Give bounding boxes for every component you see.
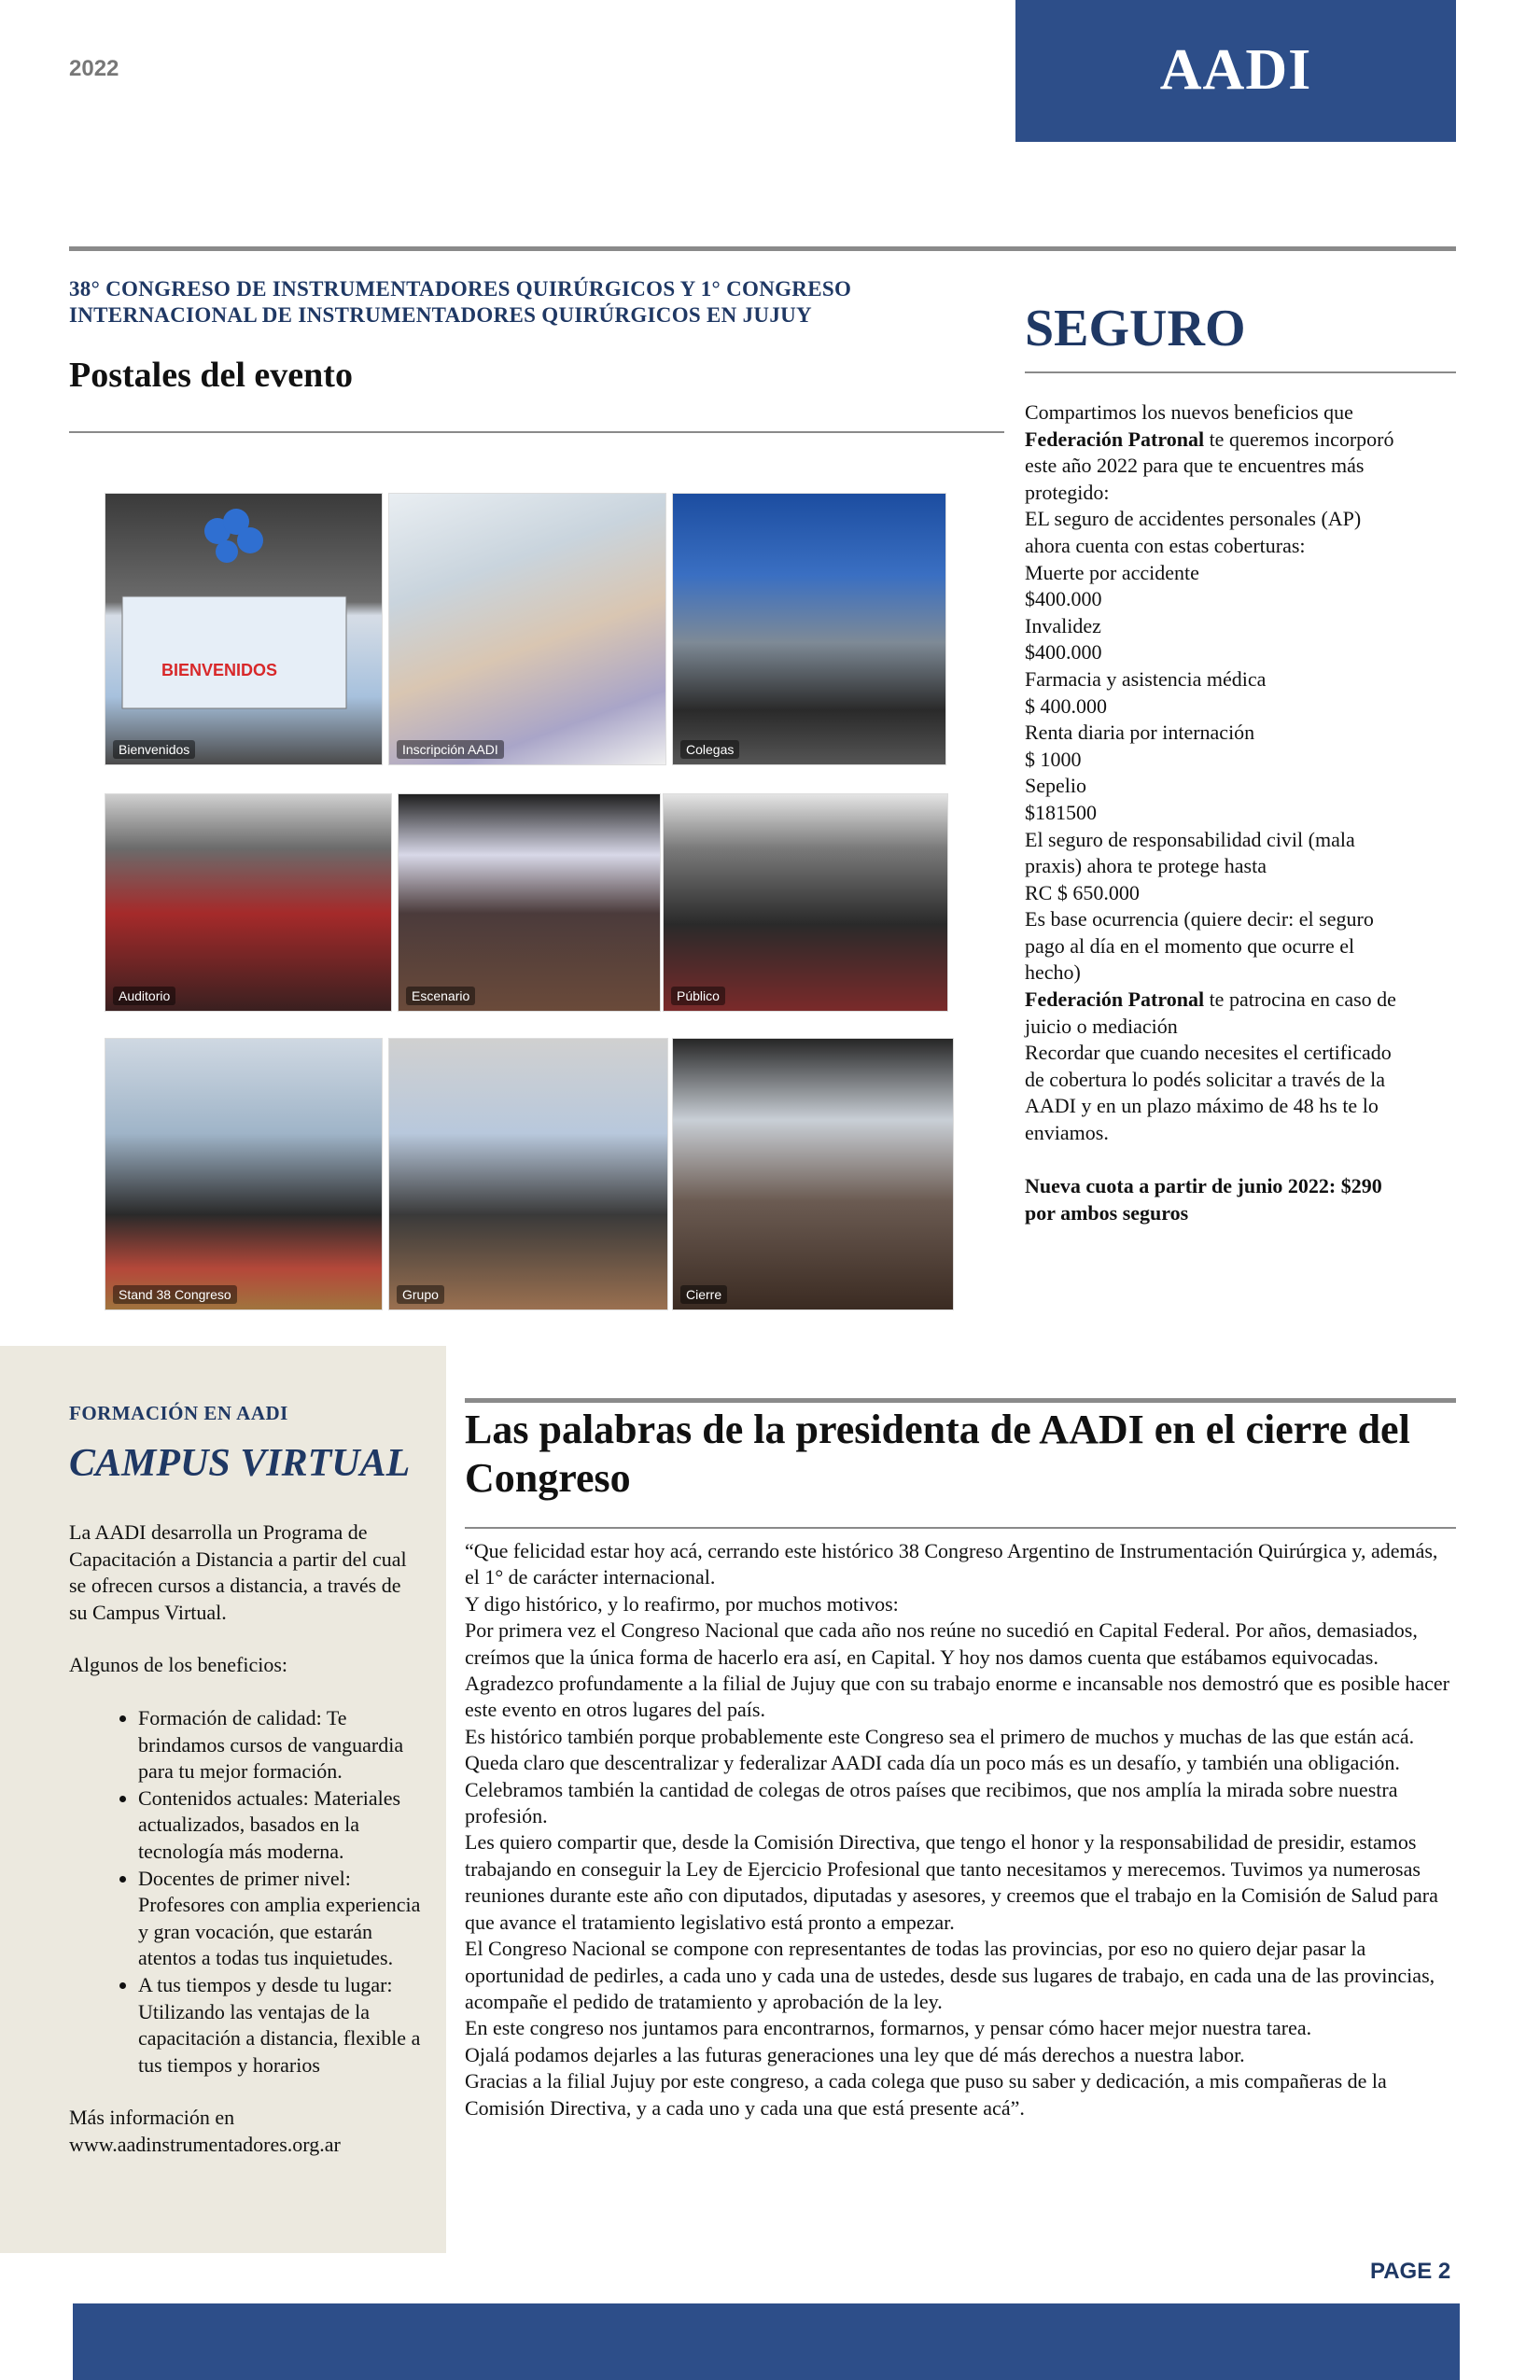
seguro-line-text: $400.000 xyxy=(1025,640,1102,665)
benefits-list xyxy=(69,1705,424,2079)
campus-body xyxy=(69,1519,424,2158)
benefit-item: • A tus tiempos y desde tu lugar: Utilizando las ventajas de la capacitación a distancia, flexible a tus tiempos y horarios xyxy=(138,1972,424,2079)
speech-paragraph: El Congreso Nacional se compone con representantes de todas las provincias, por eso no quiero dejar pasar la oportunidad de pedirles, a cada uno y cada una de ustedes, desde sus lugares de trabajo, en cada una de las provincias, acompañe el pedido de tratamiento y aprobación de la ley. xyxy=(465,1937,1435,2013)
speech-body xyxy=(465,1538,1456,2121)
speech-paragraph: Les quiero compartir que, desde la Comisión Directiva, que tengo el honor y la responsabilidad de presidir, estamos trabajando en conseguir la Ley de Ejercicio Profesional que tanto necesitamos y merecemos. Tuvimos ya numerosas reuniones durante este año con diputados, diputadas y asesores, y creemos que el trabajo en la Comisión de Salud para que avance el tratamiento legislativo está pronto a empezar. xyxy=(465,1830,1438,1934)
seguro-line-text: Invalidez xyxy=(1025,613,1101,637)
speech-paragraph: Es histórico también porque probablemente este Congreso sea el primero de muchos y muchas de las que están acá. Queda claro que descentralizar y federalizar AADI cada día un poco más es un desafío, y también una obligación. xyxy=(465,1724,1415,1775)
year-label: 2022 xyxy=(69,56,119,81)
seguro-line-text: protegido: xyxy=(1025,480,1110,504)
seguro-line xyxy=(1025,773,1456,800)
seguro-line-text: de cobertura lo podés solicitar a través de la xyxy=(1025,1067,1386,1091)
seguro-divider xyxy=(1025,371,1456,373)
seguro-line-text: AADI y en un plazo máximo de 48 hs te lo xyxy=(1025,1094,1379,1118)
seguro-line-bold: Federación Patronal xyxy=(1025,987,1205,1012)
seguro-line-text: Compartimos los nuevos beneficios que xyxy=(1025,400,1353,424)
congress-heading: 38° CONGRESO DE INSTRUMENTADORES QUIRÚRGICOS Y 1° CONGRESO INTERNACIONAL DE INSTRUMENTADORES QUIRÚRGICOS EN JUJUY xyxy=(69,277,852,327)
benefits-label: Algunos de los beneficios: xyxy=(69,1653,288,1677)
seguro-line xyxy=(1025,1014,1456,1041)
seguro-line xyxy=(1025,427,1456,454)
seguro-line-text: $400.000 xyxy=(1025,587,1102,611)
brand-header-box xyxy=(1015,0,1456,142)
photo-auditorio xyxy=(105,793,392,1012)
seguro-line xyxy=(1025,666,1456,693)
seguro-line-text: Farmacia y asistencia médica xyxy=(1025,666,1267,691)
seguro-line xyxy=(1025,880,1456,907)
seguro-line xyxy=(1025,586,1456,613)
photo-bienvenidos xyxy=(105,493,383,765)
photo-caption: Público xyxy=(671,987,725,1005)
seguro-line xyxy=(1025,560,1456,587)
photo-caption: Auditorio xyxy=(113,987,175,1005)
seguro-line-text: El seguro de responsabilidad civil (mala xyxy=(1025,827,1355,851)
seguro-line-bold: Nueva cuota a partir de junio 2022: $290 xyxy=(1025,1174,1382,1198)
seguro-line xyxy=(1025,933,1456,960)
campus-intro: La AADI desarrolla un Programa de Capacitación a Distancia a partir del cual se ofrecen cursos a distancia, a través de su Campus Virtual. xyxy=(69,1520,407,1624)
photo-caption: Cierre xyxy=(680,1285,727,1304)
seguro-line-text: Renta diaria por internación xyxy=(1025,721,1255,745)
seguro-line xyxy=(1025,987,1456,1014)
photo-stand xyxy=(105,1038,383,1310)
speech-divider xyxy=(465,1527,1456,1529)
seguro-line-bold: Federación Patronal xyxy=(1025,427,1205,451)
seguro-line xyxy=(1025,800,1456,827)
seguro-line xyxy=(1025,747,1456,774)
footer-bar xyxy=(73,2303,1460,2380)
seguro-line xyxy=(1025,853,1456,880)
seguro-line xyxy=(1025,506,1456,533)
photo-caption: Grupo xyxy=(397,1285,444,1304)
brand-logo-text: AADI xyxy=(1159,38,1312,102)
speech-title: Las palabras de la presidenta de AADI en el cierre del Congreso xyxy=(465,1407,1410,1501)
benefit-item: • Contenidos actuales: Materiales actualizados, basados en la tecnología más moderna. xyxy=(138,1785,424,1866)
speech-paragraph: Y digo histórico, y lo reafirmo, por muchos motivos: xyxy=(465,1591,899,1616)
seguro-line xyxy=(1025,533,1456,560)
seguro-line xyxy=(1025,613,1456,640)
seguro-line-text: ahora cuenta con estas coberturas: xyxy=(1025,533,1306,557)
seguro-line-text: praxis) ahora te protege hasta xyxy=(1025,854,1267,878)
more-info-label: Más información en xyxy=(69,2106,235,2130)
speech-paragraph: Por primera vez el Congreso Nacional que cada año nos reúne no sucedió en Capital Federal. Por años, demasiados, creímos que la única forma de hacerlo era así, en Capital. Y hoy nos damos cuenta que estábamos equivocadas. Agradezco profundamente a la filial de Jujuy que con su trabajo enorme e incansable nos demostró que es posible hacer este evento en otros lugares del país. xyxy=(465,1618,1450,1722)
seguro-line xyxy=(1025,693,1456,721)
seguro-line xyxy=(1025,959,1456,987)
photo-cierre xyxy=(672,1038,954,1310)
benefit-item: • Formación de calidad: Te brindamos cursos de vanguardia para tu mejor formación. xyxy=(138,1705,424,1785)
speech-paragraph: En este congreso nos juntamos para encontrarnos, formarnos, y pensar cómo hacer mejor nuestra tarea. xyxy=(465,2016,1312,2040)
campus-kicker: FORMACIÓN EN AADI xyxy=(69,1402,288,1424)
speech-paragraph: Gracias a la filial Jujuy por este congreso, a cada colega que puso su saber y dedicación, a mis compañeras de la Comisión Directiva, y a cada uno y cada una que está presente acá”. xyxy=(465,2069,1387,2120)
seguro-line xyxy=(1025,906,1456,933)
speech-paragraph: “Que felicidad estar hoy acá, cerrando este histórico 38 Congreso Argentino de Instrumentación Quirúrgica y, además, el 1° de carácter internacional. xyxy=(465,1539,1438,1589)
photo-caption: Colegas xyxy=(680,740,739,759)
photo-inscripcion xyxy=(388,493,666,765)
seguro-line-text: $ 1000 xyxy=(1025,747,1082,771)
seguro-line xyxy=(1025,720,1456,747)
postales-title: Postales del evento xyxy=(69,356,353,395)
seguro-line-text: Muerte por accidente xyxy=(1025,560,1199,584)
seguro-line xyxy=(1025,480,1456,507)
photo-publico xyxy=(663,793,948,1012)
photo-grupo xyxy=(388,1038,668,1310)
photo-caption: Stand 38 Congreso xyxy=(113,1285,237,1304)
seguro-line-text: enviamos. xyxy=(1025,1121,1109,1145)
speech-paragraph: Celebramos también la cantidad de colegas de otros países que recibimos, que nos amplía la mirada sobre nuestra profesión. xyxy=(465,1777,1398,1828)
balloons-graphic xyxy=(105,494,382,764)
seguro-line-text: te patrocina en caso de xyxy=(1204,987,1396,1012)
speech-paragraph: Ojalá podamos dejarles a las futuras generaciones una ley que dé más derechos a nuestra labor. xyxy=(465,2042,1245,2066)
seguro-line-text: juicio o mediación xyxy=(1025,1014,1178,1038)
seguro-line-text: Es base ocurrencia (quiere decir: el seguro xyxy=(1025,907,1374,931)
seguro-title: SEGURO xyxy=(1025,300,1246,357)
seguro-line-bold: por ambos seguros xyxy=(1025,1200,1189,1225)
seguro-line-text: RC $ 650.000 xyxy=(1025,880,1140,904)
postales-divider xyxy=(69,431,1004,433)
seguro-line-text: $ 400.000 xyxy=(1025,693,1107,718)
seguro-line-text: $181500 xyxy=(1025,800,1097,824)
seguro-line xyxy=(1025,639,1456,666)
seguro-line xyxy=(1025,399,1456,427)
seguro-line-text xyxy=(1025,1148,1030,1171)
photo-escenario xyxy=(398,793,661,1012)
photo-colegas xyxy=(672,493,946,765)
seguro-line-text: este año 2022 para que te encuentres más xyxy=(1025,454,1365,478)
seguro-body xyxy=(1025,399,1456,1226)
benefit-item: • Docentes de primer nivel: Profesores con amplia experiencia y gran vocación, que estarán atentos a todas tus inquietudes. xyxy=(138,1866,424,1972)
speech-top-divider xyxy=(465,1398,1456,1403)
seguro-line-text: hecho) xyxy=(1025,960,1081,985)
seguro-line-text: Recordar que cuando necesites el certificado xyxy=(1025,1041,1392,1065)
seguro-line xyxy=(1025,1093,1456,1120)
svg-text:BIENVENIDOS: BIENVENIDOS xyxy=(161,661,278,679)
seguro-line xyxy=(1025,1120,1456,1147)
campus-url-link[interactable]: www.aadinstrumentadores.org.ar xyxy=(69,2132,341,2156)
seguro-line xyxy=(1025,827,1456,854)
seguro-line xyxy=(1025,1173,1456,1200)
seguro-line-text: pago al día en el momento que ocurre el xyxy=(1025,933,1355,958)
campus-title: CAMPUS VIRTUAL xyxy=(69,1442,411,1485)
photo-caption: Bienvenidos xyxy=(113,740,195,759)
seguro-line xyxy=(1025,1067,1456,1094)
seguro-line xyxy=(1025,1040,1456,1067)
page-number: PAGE 2 xyxy=(1370,2259,1451,2284)
photo-caption: Escenario xyxy=(406,987,475,1005)
seguro-line xyxy=(1025,1200,1456,1227)
photo-caption: Inscripción AADI xyxy=(397,740,504,759)
seguro-line-text: Sepelio xyxy=(1025,774,1086,798)
seguro-line-text: EL seguro de accidentes personales (AP) xyxy=(1025,507,1362,531)
seguro-line xyxy=(1025,453,1456,480)
seguro-line-text: te queremos incorporó xyxy=(1204,427,1394,451)
seguro-line xyxy=(1025,1147,1456,1174)
top-divider xyxy=(69,246,1456,251)
